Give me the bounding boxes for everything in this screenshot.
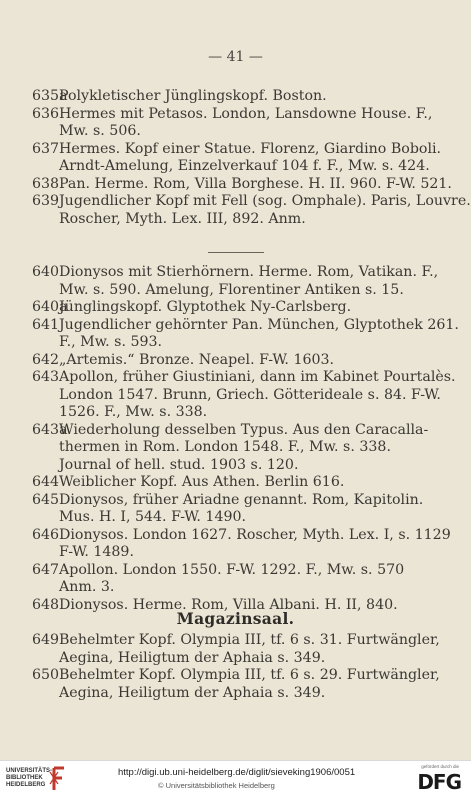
section-heading: Magazinsaal. — [176, 609, 295, 628]
catalogue-entries-top — [32, 88, 471, 228]
entry-line: Hermes. Kopf einer Statue. Florenz, Giardino Boboli. — [59, 140, 442, 157]
entry-text — [59, 422, 452, 475]
entry-line: Dionysos. London 1627. Roscher, Myth. Lex. I, s. 1129 — [59, 526, 451, 543]
catalogue-entry — [32, 299, 452, 317]
entry-text — [59, 299, 452, 317]
entry-line: Jugendlicher gehörnter Pan. München, Glyptothek 261. — [59, 316, 459, 333]
catalogue-entry — [32, 632, 452, 667]
catalogue-entry — [32, 492, 452, 527]
entry-line: Mw. s. 506. — [59, 123, 141, 139]
entry-line: Behelmter Kopf. Olympia III, tf. 6 s. 29. Furtwängler, — [59, 667, 440, 683]
entry-number: 650 — [32, 667, 60, 683]
entry-line: Behelmter Kopf. Olympia III, tf. 6 s. 31. Furtwängler, — [59, 632, 440, 648]
entry-number: 640a — [32, 299, 68, 315]
entry-line: 1526. F., Mw. s. 338. — [59, 404, 208, 420]
entry-text — [59, 106, 452, 141]
entry-number: 640 — [32, 264, 60, 280]
entry-number: 645 — [32, 491, 60, 508]
entry-number: 639 — [32, 193, 60, 209]
catalogue-entry — [32, 474, 452, 492]
entry-text — [59, 193, 471, 228]
entry-line: Apollon, früher Giustiniani, dann im Kabinet Pourtalès. — [59, 369, 456, 385]
catalogue-entry — [32, 527, 452, 562]
separator-rule — [208, 252, 264, 253]
entry-line: Weiblicher Kopf. Aus Athen. Berlin 616. — [59, 474, 345, 490]
catalogue-entry — [32, 193, 471, 228]
entry-text — [59, 632, 452, 667]
entry-line: Jugendlicher Kopf mit Fell (sog. Omphale). Paris, Louvre. — [59, 193, 471, 209]
catalogue-entry — [32, 176, 452, 194]
entry-line: Dionysos mit Stierhörnern. Herme. Rom, Vatikan. F., — [59, 264, 439, 280]
permalink-url[interactable]: http://digi.ub.uni-heidelberg.de/diglit/sieveking1906/0051 — [118, 767, 356, 778]
catalogue-entry — [32, 422, 452, 475]
catalogue-entry — [32, 316, 459, 352]
entry-line: Jünglingskopf. Glyptothek Ny-Carlsberg. — [59, 299, 352, 315]
entry-number: 635a — [32, 88, 68, 104]
entry-text — [59, 492, 452, 527]
funder-note: gefördert durch die — [421, 764, 459, 769]
entry-line: Aegina, Heiligtum der Aphaia s. 349. — [59, 684, 326, 701]
entry-line: Mw. s. 590. Amelung, Florentiner Antiken s. 15. — [59, 281, 404, 298]
entry-line: Dionysos, früher Ariadne genannt. Rom, Kapitolin. — [59, 491, 424, 508]
catalogue-entry — [32, 88, 452, 106]
catalogue-entry — [32, 141, 452, 176]
entry-number: 643a — [32, 421, 68, 438]
entry-line: Roscher, Myth. Lex. III, 892. Anm. — [59, 210, 306, 227]
entry-line: thermen in Rom. London 1548. F., Mw. s. 338. — [59, 439, 391, 455]
entry-text — [59, 352, 452, 370]
entry-text — [59, 667, 452, 702]
entry-number: 649 — [32, 632, 60, 648]
entry-text — [59, 88, 452, 106]
catalogue-entry — [32, 562, 452, 597]
entry-text — [59, 562, 452, 597]
entry-text — [59, 369, 456, 422]
entry-line: Apollon. London 1550. F-W. 1292. F., Mw. s. 570 — [59, 561, 405, 578]
entry-number: 637 — [32, 140, 60, 157]
entry-text — [59, 527, 452, 562]
catalogue-entry — [32, 352, 452, 370]
entry-number: 648 — [32, 596, 60, 613]
entry-line: Dionysos. Herme. Rom, Villa Albani. H. II, 840. — [59, 596, 398, 613]
catalogue-entries-bottom — [32, 632, 452, 702]
dfg-logo: DFG — [417, 770, 461, 794]
catalogue-entry — [32, 264, 452, 299]
catalogue-entry — [32, 106, 452, 141]
entry-number: 638 — [32, 175, 60, 192]
entry-text — [59, 176, 452, 194]
entry-line: Mus. H. I, 544. F-W. 1490. — [59, 509, 247, 525]
entry-line: Hermes mit Petasos. London, Lansdowne House. F., — [59, 105, 433, 122]
catalogue-entry — [32, 369, 456, 422]
entry-number: 641 — [32, 316, 60, 333]
catalogue-entry — [32, 667, 452, 702]
entry-number: 643 — [32, 369, 60, 385]
entry-line: Wiederholung desselben Typus. Aus den Caracalla- — [59, 421, 429, 438]
entry-line: Aegina, Heiligtum der Aphaia s. 349. — [59, 649, 326, 666]
entry-text — [59, 316, 459, 352]
entry-line: F., Mw. s. 593. — [59, 334, 163, 350]
entry-line: Journal of hell. stud. 1903 s. 120. — [59, 456, 299, 473]
entry-number: 644 — [32, 474, 60, 490]
library-logo-icon — [48, 766, 68, 792]
entry-text — [59, 141, 452, 176]
entry-line: Anm. 3. — [59, 579, 115, 595]
entry-text — [59, 264, 452, 299]
entry-line: F-W. 1489. — [59, 544, 134, 560]
entry-line: Pan. Herme. Rom, Villa Borghese. H. II. 960. F-W. 521. — [59, 175, 452, 192]
library-name: UNIVERSITÄTS- BIBLIOTHEK HEIDELBERG — [6, 768, 53, 788]
entry-number: 636 — [32, 105, 60, 122]
entry-number: 646 — [32, 526, 60, 543]
footer-bar — [0, 760, 471, 797]
page-number: — 41 — — [208, 49, 263, 65]
entry-number: 647 — [32, 561, 60, 578]
entry-line: „Artemis.“ Bronze. Neapel. F-W. 1603. — [59, 351, 335, 368]
entry-text — [59, 474, 452, 492]
entry-line: London 1547. Brunn, Griech. Götterideale s. 84. F-W. — [59, 386, 441, 403]
copyright-text: © Universitätsbibliothek Heidelberg — [158, 781, 275, 790]
catalogue-entries-middle — [32, 264, 459, 614]
entry-line: Arndt-Amelung, Einzelverkauf 104 f. F., Mw. s. 424. — [59, 158, 430, 174]
entry-line: Polykletischer Jünglingskopf. Boston. — [59, 88, 327, 104]
entry-number: 642 — [32, 351, 60, 368]
